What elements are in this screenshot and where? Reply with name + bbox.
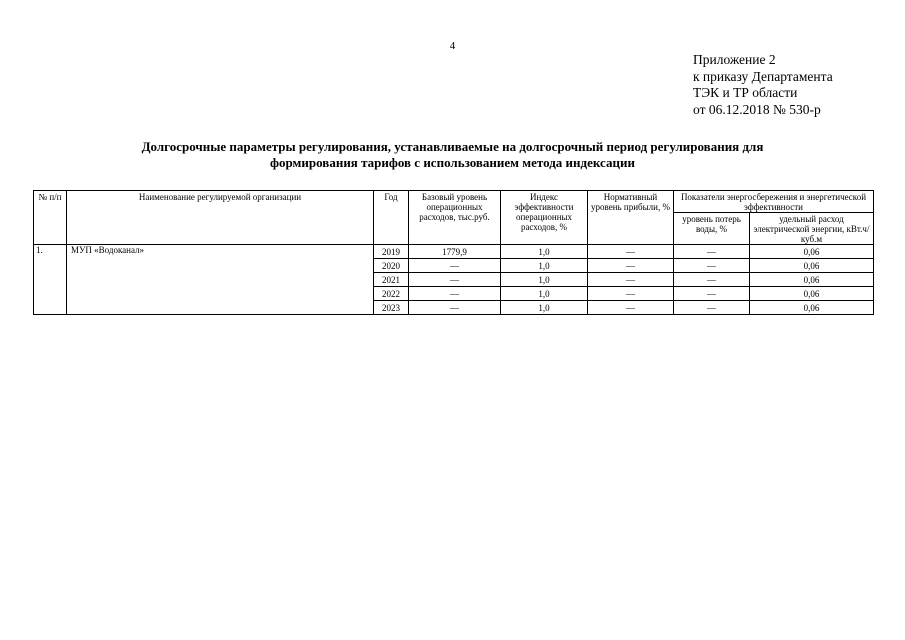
cell-year: 2022 [374,287,409,301]
cell-efficiency-index: 1,0 [501,287,588,301]
appendix-line: Приложение 2 [693,52,776,67]
header-year: Год [374,191,409,245]
header-profit-level: Нормативный уровень прибыли, % [588,191,674,245]
header-base-level: Базовый уровень операционных расходов, тыс.руб. [409,191,501,245]
appendix-line: к приказу Департамента [693,68,833,84]
cell-water-loss: — [674,245,750,259]
page-number: 4 [449,40,456,52]
cell-profit-level: — [588,259,674,273]
header-energy-group: Показатели энергосбережения и энергетической эффективности [674,191,874,213]
header-number: № п/п [34,191,67,245]
table-row [34,245,874,259]
cell-base-level: — [409,273,501,287]
cell-base-level: 1779,9 [409,245,501,259]
header-water-loss: уровень потерь воды, % [674,213,750,245]
cell-water-loss: — [674,301,750,315]
cell-profit-level: — [588,287,674,301]
appendix-reference [693,52,833,118]
cell-energy-consumption: 0,06 [750,245,874,259]
cell-water-loss: — [674,287,750,301]
cell-profit-level: — [588,273,674,287]
cell-profit-level: — [588,245,674,259]
organization-name: МУП «Водоканал» [67,245,374,315]
cell-year: 2021 [374,273,409,287]
cell-energy-consumption: 0,06 [750,301,874,315]
header-efficiency-index: Индекс эффективности операционных расходов, % [501,191,588,245]
cell-profit-level: — [588,301,674,315]
header-organization: Наименование регулируемой организации [67,191,374,245]
cell-efficiency-index: 1,0 [501,259,588,273]
cell-year: 2019 [374,245,409,259]
cell-energy-consumption: 0,06 [750,287,874,301]
cell-efficiency-index: 1,0 [501,273,588,287]
cell-year: 2020 [374,259,409,273]
cell-base-level: — [409,301,501,315]
row-number: 1. [34,245,67,315]
cell-base-level: — [409,259,501,273]
appendix-line: ТЭК и ТР области [693,85,798,100]
title-line: Долгосрочные параметры регулирования, устанавливаемые на долгосрочный период регулирования для [141,139,764,154]
cell-water-loss: — [674,273,750,287]
header-energy-consumption: удельный расход электрической энергии, кВт.ч/куб.м [750,213,874,245]
regulation-parameters-table [33,190,874,315]
cell-water-loss: — [674,259,750,273]
cell-efficiency-index: 1,0 [501,301,588,315]
cell-energy-consumption: 0,06 [750,259,874,273]
appendix-line: от 06.12.2018 № 530-р [693,101,821,117]
cell-year: 2023 [374,301,409,315]
title-line: формирования тарифов с использованием метода индексации [270,155,635,170]
cell-energy-consumption: 0,06 [750,273,874,287]
cell-base-level: — [409,287,501,301]
cell-efficiency-index: 1,0 [501,245,588,259]
document-title [40,139,865,171]
